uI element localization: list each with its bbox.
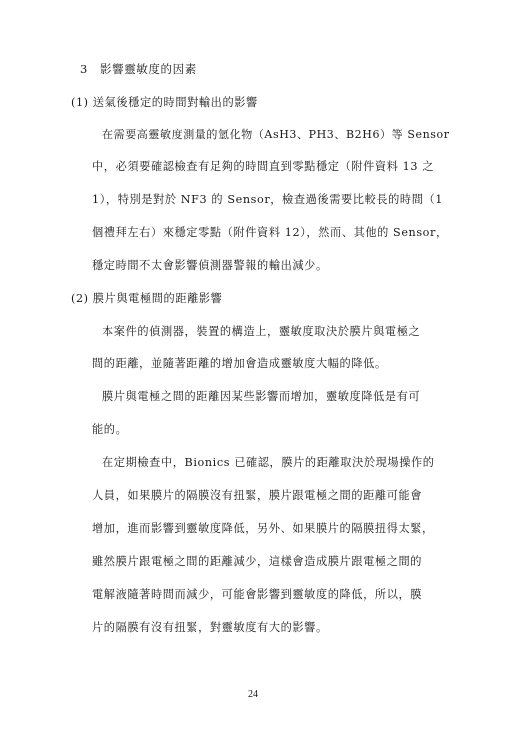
paragraph-line: 個禮拜左右）來穩定零點（附件資料 12），然而、其他的 Sensor， bbox=[92, 226, 448, 239]
paragraph-line: 穩定時間不太會影響偵測器警報的輸出減少。 bbox=[92, 259, 328, 272]
paragraph-line: 人員，如果膜片的隔膜沒有扭緊，膜片跟電極之間的距離可能會 bbox=[92, 489, 423, 502]
page-number: 24 bbox=[248, 689, 258, 700]
subheading-1: (1) 送氣後穩定的時間對輸出的影響 bbox=[71, 96, 258, 109]
paragraph-line: 在需要高靈敏度測量的氫化物（AsH3、PH3、B2H6）等 Sensor bbox=[102, 128, 450, 141]
paragraph-line: 間的距離，並隨著距離的增加會造成靈敏度大幅的降低。 bbox=[92, 357, 387, 370]
paragraph-line: 雖然膜片跟電極之間的距離減少，這樣會造成膜片跟電極之間的 bbox=[92, 555, 423, 568]
section-number: 3 bbox=[80, 62, 88, 76]
paragraph-line: 中，必須要確認檢查有足夠的時間直到零點穩定（附件資料 13 之 bbox=[92, 160, 435, 173]
paragraph-line: 本案件的偵測器，裝置的構造上，靈敏度取決於膜片與電極之 bbox=[102, 325, 421, 338]
paragraph-line: 1），特別是對於 NF3 的 Sensor，檢查過後需要比較長的時間（1 bbox=[92, 193, 444, 206]
paragraph-line: 增加，進而影響到靈敏度降低，另外、如果膜片的隔膜扭得太緊， bbox=[92, 522, 434, 535]
subheading-2: (2) 膜片與電極間的距離影響 bbox=[71, 292, 223, 305]
section-heading bbox=[80, 62, 197, 76]
paragraph-line: 片的隔膜有沒有扭緊，對靈敏度有大的影響。 bbox=[92, 621, 328, 634]
paragraph-line: 電解液隨著時間而減少，可能會影響到靈敏度的降低，所以，膜 bbox=[92, 588, 423, 601]
section-title: 影響靈敏度的因素 bbox=[100, 62, 197, 76]
paragraph-line: 膜片與電極之間的距離因某些影響而增加，靈敏度降低是有可 bbox=[102, 390, 421, 403]
paragraph-line: 在定期檢查中，Bionics 已確認，膜片的距離取決於現場操作的 bbox=[102, 456, 435, 469]
paragraph-line: 能的。 bbox=[92, 423, 128, 436]
